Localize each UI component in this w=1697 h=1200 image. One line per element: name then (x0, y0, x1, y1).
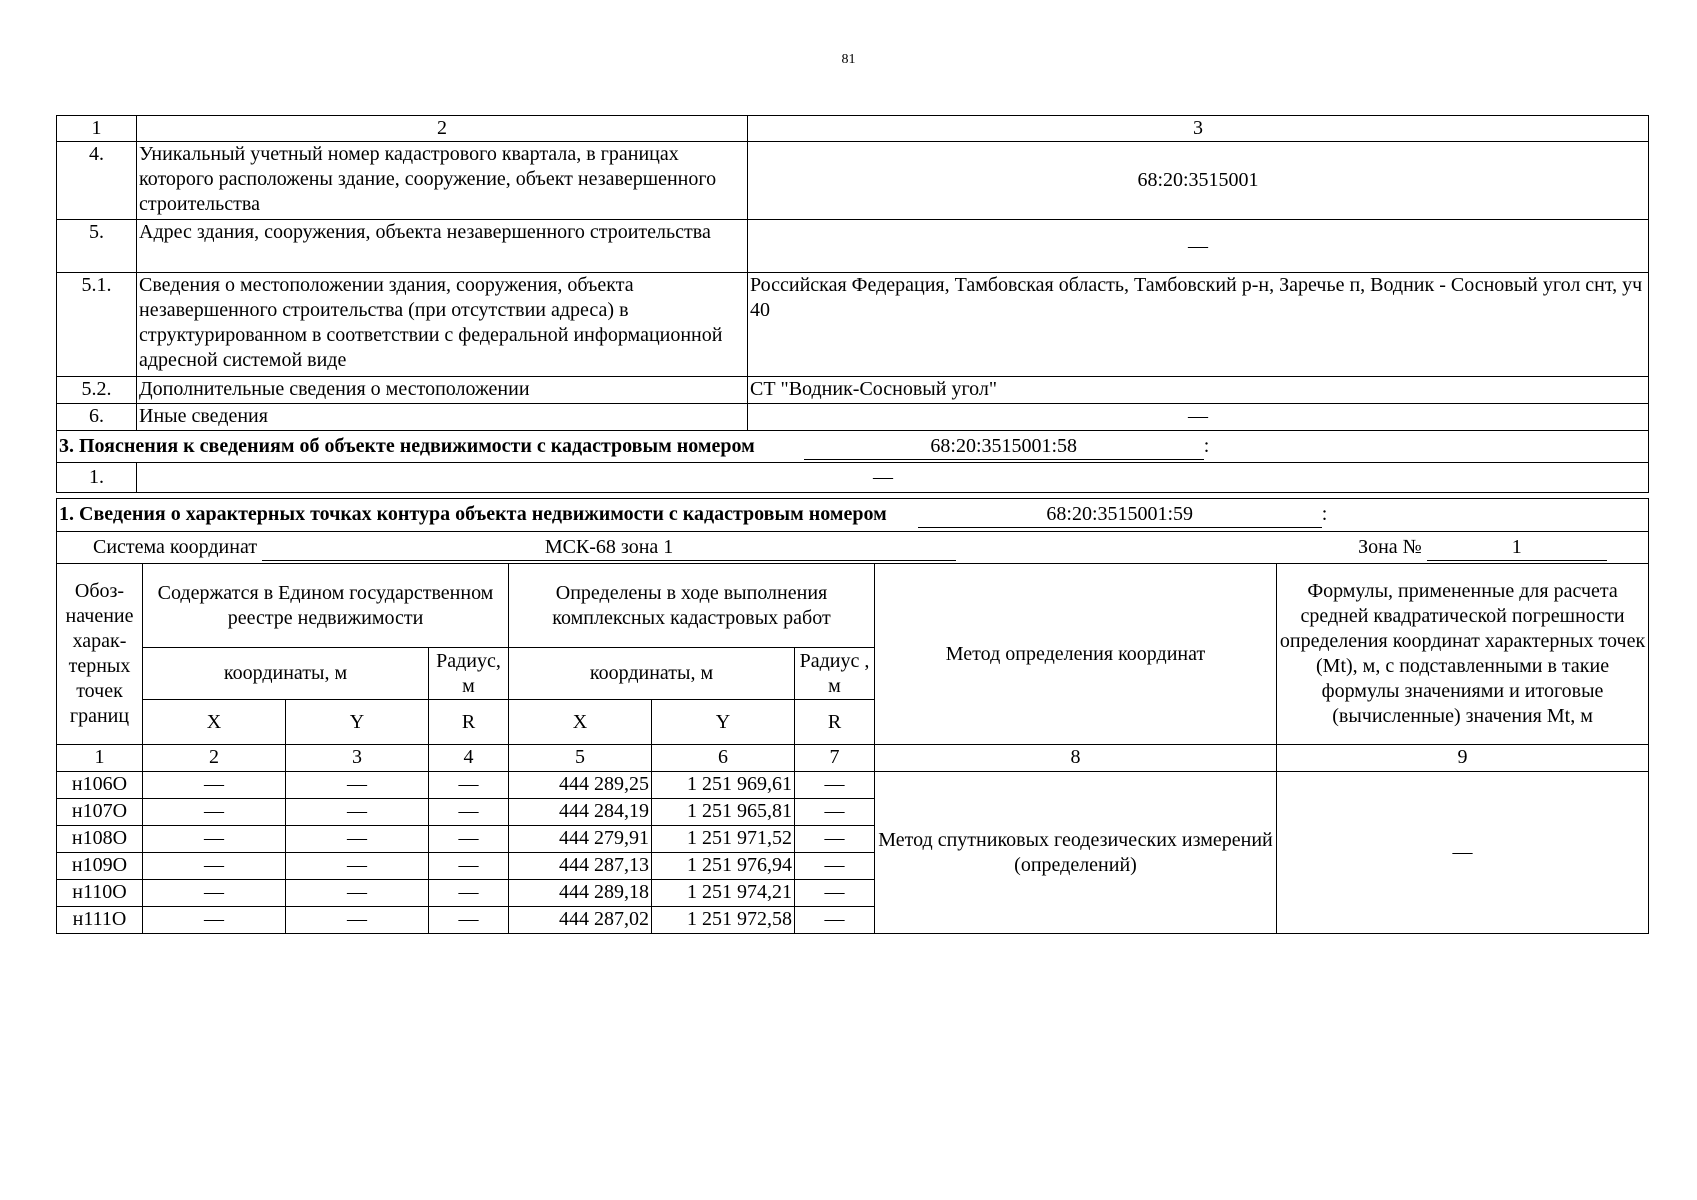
egrn-y: — (286, 772, 429, 799)
method-header: Метод определения координат (875, 564, 1277, 745)
kkr-x: 444 287,02 (509, 907, 652, 934)
egrn-r: — (429, 880, 509, 907)
designation-header: Обоз- начение харак- терных точек границ (57, 564, 143, 745)
kkr-r: — (795, 880, 875, 907)
point-id: н111О (57, 907, 143, 934)
point-id: н107О (57, 799, 143, 826)
column-numbers-row (57, 116, 1649, 142)
points-section-title-row (57, 499, 1649, 532)
row-number: 4. (57, 142, 137, 220)
point-id: н108О (57, 826, 143, 853)
row-number: 1. (57, 463, 137, 493)
col-num: 3 (286, 745, 429, 772)
table-row (57, 273, 1649, 377)
col-num: 6 (652, 745, 795, 772)
kkr-coords-header: координаты, м (509, 648, 795, 700)
egrn-x: — (143, 907, 286, 934)
zone-label: Зона № (1358, 535, 1422, 558)
page-number: 81 (841, 52, 856, 67)
header-row-1 (57, 564, 1649, 648)
kkr-y: 1 251 974,21 (652, 880, 795, 907)
kkr-r: — (795, 826, 875, 853)
kkr-y: 1 251 969,61 (652, 772, 795, 799)
col-num: 5 (509, 745, 652, 772)
kkr-y: 1 251 976,94 (652, 853, 795, 880)
egrn-x: — (143, 880, 286, 907)
formula-header: Формулы, примененные для расчета средней квадратической погрешности определения координат характерных точек (Mt), м, с подставленными в такие формулы значениями и итоговые (вычисленные) значения Mt, м (1277, 564, 1649, 745)
egrn-r: — (429, 772, 509, 799)
coord-system-label: Система координат (93, 535, 258, 558)
egrn-x: — (143, 772, 286, 799)
row-label: Уникальный учетный номер кадастрового квартала, в границах которого расположены здание, сооружение, объект незавершенного строительства (137, 142, 748, 220)
egrn-x-header: X (143, 700, 286, 745)
table-row (57, 377, 1649, 404)
formula-value: — (1277, 772, 1649, 934)
point-id: н110О (57, 880, 143, 907)
kkr-x: 444 279,91 (509, 826, 652, 853)
point-id: н106О (57, 772, 143, 799)
row-label: Адрес здания, сооружения, объекта незавершенного строительства (137, 220, 748, 273)
egrn-x: — (143, 853, 286, 880)
table-row (57, 404, 1649, 431)
points-section-suffix: : (1321, 503, 1328, 525)
kkr-r: — (795, 907, 875, 934)
egrn-y: — (286, 880, 429, 907)
kkr-header: Определены в ходе выполнения комплексных кадастровых работ (509, 564, 875, 648)
col-num: 4 (429, 745, 509, 772)
row-number: 6. (57, 404, 137, 431)
coordinate-system-row (57, 532, 1649, 564)
column-numbers-row (57, 745, 1649, 772)
col-num-3: 3 (748, 116, 1649, 142)
egrn-y: — (286, 799, 429, 826)
table-row (57, 220, 1649, 273)
col-num: 9 (1277, 745, 1649, 772)
kkr-r: — (795, 853, 875, 880)
table-row (57, 772, 1649, 799)
row-label: Сведения о местоположении здания, сооружения, объекта незавершенного строительства (при отсутствии адреса) в структурированном в соответствии с федеральной информационной адресной системой виде (137, 273, 748, 377)
col-num: 8 (875, 745, 1277, 772)
points-section-cadnum: 68:20:3515001:59 (918, 502, 1322, 528)
row-label: Дополнительные сведения о местоположении (137, 377, 748, 404)
kkr-x-header: X (509, 700, 652, 745)
egrn-header: Содержатся в Едином государственном реестре недвижимости (143, 564, 509, 648)
other-info-value: — (748, 404, 1649, 431)
section-3-title-row (57, 431, 1649, 463)
kkr-x: 444 284,19 (509, 799, 652, 826)
egrn-r: — (429, 799, 509, 826)
kkr-x: 444 289,25 (509, 772, 652, 799)
egrn-r: — (429, 907, 509, 934)
section-3-title: 3. Пояснения к сведениям об объекте недвижимости с кадастровым номером (59, 434, 755, 457)
points-section-title: 1. Сведения о характерных точках контура объекта недвижимости с кадастровым номером (59, 503, 887, 525)
additional-location-value: СТ "Водник-Сосновый угол" (748, 377, 1649, 404)
kkr-x: 444 287,13 (509, 853, 652, 880)
egrn-radius-header: Радиус, м (429, 648, 509, 700)
kkr-x: 444 289,18 (509, 880, 652, 907)
egrn-y-header: Y (286, 700, 429, 745)
kkr-r: — (795, 772, 875, 799)
col-num: 7 (795, 745, 875, 772)
zone-value: 1 (1427, 535, 1607, 561)
coord-system-value: МСК-68 зона 1 (262, 535, 956, 561)
point-id: н109О (57, 853, 143, 880)
egrn-r: — (429, 853, 509, 880)
section-3-cadnum: 68:20:3515001:58 (804, 434, 1204, 460)
egrn-x: — (143, 826, 286, 853)
row-number: 5. (57, 220, 137, 273)
col-num: 1 (57, 745, 143, 772)
section-3-value: — (137, 463, 1649, 493)
col-num-2: 2 (137, 116, 748, 142)
row-number: 5.2. (57, 377, 137, 404)
method-value: Метод спутниковых геодезических измерений (определений) (875, 772, 1277, 934)
row-number: 5.1. (57, 273, 137, 377)
address-value: — (748, 220, 1649, 273)
kkr-radius-header: Радиус , м (795, 648, 875, 700)
egrn-r: — (429, 826, 509, 853)
section-3-row (57, 463, 1649, 493)
egrn-r-header: R (429, 700, 509, 745)
egrn-coords-header: координаты, м (143, 648, 429, 700)
kkr-r: — (795, 799, 875, 826)
egrn-y: — (286, 826, 429, 853)
egrn-y: — (286, 853, 429, 880)
kkr-r-header: R (795, 700, 875, 745)
points-table (56, 498, 1649, 934)
object-info-table (56, 115, 1649, 493)
egrn-y: — (286, 907, 429, 934)
cadastral-quarter-value: 68:20:3515001 (748, 142, 1649, 220)
egrn-x: — (143, 799, 286, 826)
kkr-y: 1 251 971,52 (652, 826, 795, 853)
table-row (57, 142, 1649, 220)
col-num: 2 (143, 745, 286, 772)
kkr-y: 1 251 972,58 (652, 907, 795, 934)
location-value: Российская Федерация, Тамбовская область, Тамбовский р-н, Заречье п, Водник - Сосновый угол снт, уч 40 (748, 273, 1649, 377)
row-label: Иные сведения (137, 404, 748, 431)
kkr-y: 1 251 965,81 (652, 799, 795, 826)
col-num-1: 1 (57, 116, 137, 142)
section-3-suffix: : (1203, 434, 1210, 457)
kkr-y-header: Y (652, 700, 795, 745)
